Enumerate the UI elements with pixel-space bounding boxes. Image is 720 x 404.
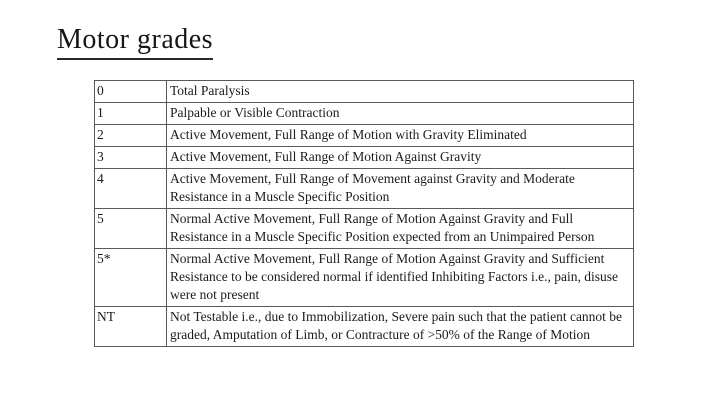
page-title-text: Motor grades bbox=[57, 24, 213, 60]
grade-cell: 5* bbox=[95, 249, 167, 307]
table-row bbox=[95, 125, 634, 147]
description-cell: Normal Active Movement, Full Range of Motion Against Gravity and Full Resistance in a Muscle Specific Position expected from an Unimpaired Person bbox=[167, 209, 634, 249]
table-row bbox=[95, 103, 634, 125]
description-cell: Active Movement, Full Range of Movement against Gravity and Moderate Resistance in a Muscle Specific Position bbox=[167, 169, 634, 209]
description-cell: Not Testable i.e., due to Immobilization, Severe pain such that the patient cannot be graded, Amputation of Limb, or Contracture of >50% of the Range of Motion bbox=[167, 307, 634, 347]
grade-cell: 1 bbox=[95, 103, 167, 125]
motor-grades-table bbox=[94, 80, 634, 347]
description-cell: Normal Active Movement, Full Range of Motion Against Gravity and Sufficient Resistance to be considered normal if identified Inhibiting Factors i.e., pain, disuse were not present bbox=[167, 249, 634, 307]
grade-cell: 4 bbox=[95, 169, 167, 209]
page-title bbox=[57, 24, 213, 60]
table-row bbox=[95, 307, 634, 347]
grade-cell: 0 bbox=[95, 81, 167, 103]
grade-cell: 2 bbox=[95, 125, 167, 147]
description-cell: Total Paralysis bbox=[167, 81, 634, 103]
table-row bbox=[95, 169, 634, 209]
grade-cell: 3 bbox=[95, 147, 167, 169]
table-row bbox=[95, 81, 634, 103]
description-cell: Active Movement, Full Range of Motion Against Gravity bbox=[167, 147, 634, 169]
table-row bbox=[95, 249, 634, 307]
grade-cell: 5 bbox=[95, 209, 167, 249]
description-cell: Palpable or Visible Contraction bbox=[167, 103, 634, 125]
table-row bbox=[95, 147, 634, 169]
motor-grades-table-body bbox=[95, 81, 634, 347]
table-row bbox=[95, 209, 634, 249]
description-cell: Active Movement, Full Range of Motion with Gravity Eliminated bbox=[167, 125, 634, 147]
grade-cell: NT bbox=[95, 307, 167, 347]
